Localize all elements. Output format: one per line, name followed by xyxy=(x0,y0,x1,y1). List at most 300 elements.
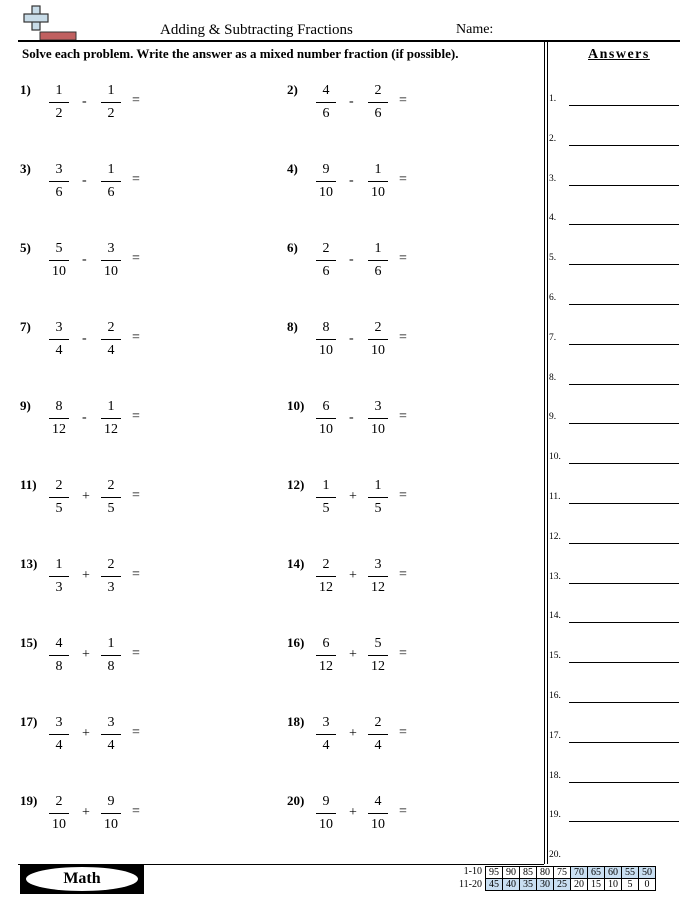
denominator: 6 xyxy=(322,106,330,121)
denominator: 10 xyxy=(319,343,333,358)
answer-blank[interactable] xyxy=(569,145,679,146)
answer-line[interactable] xyxy=(549,572,683,588)
score-cell: 55 xyxy=(622,867,639,879)
operator: - xyxy=(82,410,87,425)
denominator: 10 xyxy=(104,817,118,832)
equals-sign: = xyxy=(399,93,407,108)
numerator: 3 xyxy=(374,399,382,414)
problem-item xyxy=(287,82,517,132)
fraction-a xyxy=(46,161,72,202)
answer-blank[interactable] xyxy=(569,264,679,265)
score-row-label: 1-10 xyxy=(463,866,482,877)
numerator: 2 xyxy=(107,478,115,493)
answer-line[interactable] xyxy=(549,492,683,508)
fraction-a xyxy=(46,793,72,834)
numerator: 3 xyxy=(107,715,115,730)
fraction-bar xyxy=(368,576,388,577)
answer-number: 4. xyxy=(549,213,557,223)
numerator: 1 xyxy=(322,478,330,493)
equals-sign: = xyxy=(132,172,140,187)
fraction-bar xyxy=(101,576,121,577)
denominator: 10 xyxy=(319,185,333,200)
answer-line[interactable] xyxy=(549,412,683,428)
fraction-bar xyxy=(316,418,336,419)
numerator: 9 xyxy=(322,162,330,177)
fraction-bar xyxy=(49,734,69,735)
answer-line[interactable] xyxy=(549,771,683,787)
fraction-bar xyxy=(101,813,121,814)
answer-number: 1. xyxy=(549,94,557,104)
fraction-b xyxy=(365,635,391,676)
denominator: 10 xyxy=(319,422,333,437)
score-cell: 10 xyxy=(605,879,622,891)
problem-number: 10) xyxy=(287,398,305,413)
fraction-a xyxy=(313,556,339,597)
instructions: Solve each problem. Write the answer as a mixed number fraction (if possible). xyxy=(22,46,459,61)
numerator: 2 xyxy=(55,794,63,809)
answer-number: 17. xyxy=(549,731,561,741)
numerator: 6 xyxy=(322,636,330,651)
denominator: 12 xyxy=(371,659,385,674)
equals-sign: = xyxy=(132,567,140,582)
denominator: 10 xyxy=(371,817,385,832)
answer-blank[interactable] xyxy=(569,702,679,703)
fraction-bar xyxy=(368,181,388,182)
answer-blank[interactable] xyxy=(569,224,679,225)
fraction-b xyxy=(98,793,124,834)
header-rule xyxy=(18,40,680,42)
problem-number: 6) xyxy=(287,240,298,255)
answer-blank[interactable] xyxy=(569,423,679,424)
fraction-a xyxy=(46,635,72,676)
answer-number: 16. xyxy=(549,691,561,701)
answer-number: 14. xyxy=(549,611,561,621)
numerator: 9 xyxy=(107,794,115,809)
answer-number: 12. xyxy=(549,532,561,542)
answer-line[interactable] xyxy=(549,810,683,826)
fraction-bar xyxy=(49,339,69,340)
score-cell: 95 xyxy=(486,867,503,879)
fraction-a xyxy=(313,82,339,123)
operator: - xyxy=(349,173,354,188)
numerator: 3 xyxy=(374,557,382,572)
answer-blank[interactable] xyxy=(569,662,679,663)
denominator: 6 xyxy=(55,185,63,200)
answer-number: 15. xyxy=(549,651,561,661)
operator: - xyxy=(82,252,87,267)
problem-number: 9) xyxy=(20,398,31,413)
numerator: 2 xyxy=(55,478,63,493)
fraction-bar xyxy=(49,260,69,261)
problem-item xyxy=(20,82,250,132)
operator: - xyxy=(82,94,87,109)
fraction-bar xyxy=(101,655,121,656)
fraction-b xyxy=(365,398,391,439)
equals-sign: = xyxy=(399,409,407,424)
answer-blank[interactable] xyxy=(569,742,679,743)
answer-blank[interactable] xyxy=(569,105,679,106)
problem-item xyxy=(20,319,250,369)
fraction-bar xyxy=(49,813,69,814)
answer-number: 8. xyxy=(549,373,557,383)
fraction-bar xyxy=(49,576,69,577)
fraction-b xyxy=(98,398,124,439)
problem-item xyxy=(20,398,250,448)
equals-sign: = xyxy=(399,646,407,661)
equals-sign: = xyxy=(132,409,140,424)
numerator: 1 xyxy=(55,83,63,98)
numerator: 1 xyxy=(374,162,382,177)
numerator: 1 xyxy=(107,636,115,651)
problem-item xyxy=(287,556,517,606)
fraction-b xyxy=(365,793,391,834)
denominator: 5 xyxy=(322,501,330,516)
problem-item xyxy=(20,635,250,685)
fraction-bar xyxy=(101,102,121,103)
fraction-a xyxy=(46,714,72,755)
numerator: 3 xyxy=(322,715,330,730)
fraction-a xyxy=(46,477,72,518)
score-cell: 90 xyxy=(503,867,520,879)
denominator: 12 xyxy=(104,422,118,437)
fraction-a xyxy=(313,240,339,281)
fraction-bar xyxy=(316,576,336,577)
answer-blank[interactable] xyxy=(569,344,679,345)
fraction-b xyxy=(98,240,124,281)
answer-line[interactable] xyxy=(549,293,683,309)
fraction-b xyxy=(365,556,391,597)
numerator: 1 xyxy=(374,241,382,256)
equals-sign: = xyxy=(399,172,407,187)
answer-line[interactable] xyxy=(549,731,683,747)
fraction-bar xyxy=(49,497,69,498)
numerator: 2 xyxy=(107,320,115,335)
denominator: 12 xyxy=(371,580,385,595)
denominator: 6 xyxy=(107,185,115,200)
problem-item xyxy=(287,477,517,527)
problem-item xyxy=(20,714,250,764)
numerator: 6 xyxy=(322,399,330,414)
denominator: 10 xyxy=(371,343,385,358)
answer-number: 18. xyxy=(549,771,561,781)
fraction-b xyxy=(98,161,124,202)
answer-line[interactable] xyxy=(549,253,683,269)
problem-number: 5) xyxy=(20,240,31,255)
score-cell: 40 xyxy=(503,879,520,891)
denominator: 4 xyxy=(107,343,115,358)
fraction-bar xyxy=(368,497,388,498)
fraction-b xyxy=(98,714,124,755)
fraction-bar xyxy=(316,339,336,340)
score-cell: 0 xyxy=(639,879,656,891)
denominator: 8 xyxy=(107,659,115,674)
problem-item xyxy=(20,556,250,606)
answer-number: 5. xyxy=(549,253,557,263)
denominator: 2 xyxy=(55,106,63,121)
denominator: 3 xyxy=(55,580,63,595)
equals-sign: = xyxy=(132,488,140,503)
operator: + xyxy=(82,805,90,820)
answer-line[interactable] xyxy=(549,651,683,667)
fraction-b xyxy=(365,477,391,518)
denominator: 5 xyxy=(55,501,63,516)
answer-line[interactable] xyxy=(549,333,683,349)
fraction-bar xyxy=(368,102,388,103)
score-cell: 5 xyxy=(622,879,639,891)
operator: + xyxy=(349,647,357,662)
fraction-bar xyxy=(368,734,388,735)
numerator: 2 xyxy=(374,715,382,730)
fraction-b xyxy=(365,82,391,123)
fraction-b xyxy=(98,635,124,676)
answer-number: 11. xyxy=(549,492,561,502)
answer-number: 19. xyxy=(549,810,561,820)
fraction-bar xyxy=(101,497,121,498)
problem-number: 1) xyxy=(20,82,31,97)
score-cell: 60 xyxy=(605,867,622,879)
operator: - xyxy=(82,173,87,188)
denominator: 10 xyxy=(371,422,385,437)
denominator: 4 xyxy=(322,738,330,753)
fraction-b xyxy=(365,714,391,755)
problem-item xyxy=(20,240,250,290)
equals-sign: = xyxy=(132,646,140,661)
denominator: 6 xyxy=(374,264,382,279)
problem-number: 3) xyxy=(20,161,31,176)
answer-number: 3. xyxy=(549,174,557,184)
answer-blank[interactable] xyxy=(569,622,679,623)
answer-line[interactable] xyxy=(549,94,683,110)
answer-line[interactable] xyxy=(549,373,683,389)
problem-item xyxy=(287,161,517,211)
problem-number: 18) xyxy=(287,714,305,729)
denominator: 5 xyxy=(374,501,382,516)
problem-number: 8) xyxy=(287,319,298,334)
fraction-b xyxy=(365,240,391,281)
fraction-bar xyxy=(316,497,336,498)
fraction-bar xyxy=(49,102,69,103)
numerator: 5 xyxy=(55,241,63,256)
denominator: 8 xyxy=(55,659,63,674)
plus-minus-logo-icon xyxy=(18,4,80,42)
fraction-b xyxy=(365,319,391,360)
operator: + xyxy=(82,568,90,583)
denominator: 4 xyxy=(374,738,382,753)
fraction-bar xyxy=(49,181,69,182)
answer-blank[interactable] xyxy=(569,304,679,305)
problem-item xyxy=(20,161,250,211)
score-cell: 70 xyxy=(571,867,588,879)
denominator: 12 xyxy=(52,422,66,437)
answer-number: 9. xyxy=(549,412,557,422)
answer-blank[interactable] xyxy=(569,503,679,504)
problem-number: 11) xyxy=(20,477,37,492)
numerator: 8 xyxy=(55,399,63,414)
math-logo xyxy=(20,864,144,894)
denominator: 12 xyxy=(319,659,333,674)
fraction-a xyxy=(313,635,339,676)
score-cell: 30 xyxy=(537,879,554,891)
denominator: 10 xyxy=(319,817,333,832)
answer-blank[interactable] xyxy=(569,463,679,464)
problem-item xyxy=(287,240,517,290)
operator: + xyxy=(349,568,357,583)
score-cell: 65 xyxy=(588,867,605,879)
operator: - xyxy=(349,94,354,109)
problem-number: 16) xyxy=(287,635,305,650)
operator: - xyxy=(349,331,354,346)
answer-number: 20. xyxy=(549,850,561,860)
score-cell: 75 xyxy=(554,867,571,879)
equals-sign: = xyxy=(399,488,407,503)
numerator: 3 xyxy=(55,715,63,730)
numerator: 4 xyxy=(55,636,63,651)
denominator: 6 xyxy=(374,106,382,121)
numerator: 5 xyxy=(374,636,382,651)
fraction-bar xyxy=(101,734,121,735)
score-cell: 45 xyxy=(486,879,503,891)
fraction-bar xyxy=(368,813,388,814)
numerator: 2 xyxy=(322,241,330,256)
denominator: 10 xyxy=(52,817,66,832)
problem-number: 4) xyxy=(287,161,298,176)
operator: + xyxy=(349,805,357,820)
denominator: 12 xyxy=(319,580,333,595)
fraction-bar xyxy=(316,260,336,261)
denominator: 10 xyxy=(104,264,118,279)
operator: + xyxy=(349,726,357,741)
fraction-bar xyxy=(316,102,336,103)
fraction-a xyxy=(46,319,72,360)
fraction-bar xyxy=(101,181,121,182)
score-cell: 80 xyxy=(537,867,554,879)
fraction-bar xyxy=(368,418,388,419)
fraction-a xyxy=(313,793,339,834)
worksheet-title: Adding & Subtracting Fractions xyxy=(160,22,353,38)
fraction-bar xyxy=(316,813,336,814)
fraction-bar xyxy=(368,655,388,656)
numerator: 2 xyxy=(374,320,382,335)
fraction-bar xyxy=(49,418,69,419)
answer-line[interactable] xyxy=(549,691,683,707)
problem-item xyxy=(287,319,517,369)
denominator: 4 xyxy=(107,738,115,753)
answer-number: 2. xyxy=(549,134,557,144)
fraction-a xyxy=(313,477,339,518)
numerator: 1 xyxy=(55,557,63,572)
fraction-b xyxy=(98,477,124,518)
fraction-a xyxy=(313,398,339,439)
score-cell: 85 xyxy=(520,867,537,879)
answer-line[interactable] xyxy=(549,174,683,190)
math-label: Math xyxy=(26,867,138,891)
problem-number: 2) xyxy=(287,82,298,97)
fraction-bar xyxy=(101,418,121,419)
equals-sign: = xyxy=(132,251,140,266)
fraction-a xyxy=(46,240,72,281)
denominator: 6 xyxy=(322,264,330,279)
numerator: 2 xyxy=(107,557,115,572)
numerator: 2 xyxy=(322,557,330,572)
score-cell: 25 xyxy=(554,879,571,891)
equals-sign: = xyxy=(399,804,407,819)
denominator: 10 xyxy=(371,185,385,200)
answer-line[interactable] xyxy=(549,611,683,627)
fraction-a xyxy=(313,714,339,755)
fraction-a xyxy=(46,556,72,597)
problem-item xyxy=(287,398,517,448)
answer-blank[interactable] xyxy=(569,821,679,822)
score-cell: 20 xyxy=(571,879,588,891)
numerator: 9 xyxy=(322,794,330,809)
answer-line[interactable] xyxy=(549,213,683,229)
answer-blank[interactable] xyxy=(569,384,679,385)
numerator: 1 xyxy=(107,162,115,177)
problem-item xyxy=(287,635,517,685)
answer-line[interactable] xyxy=(549,452,683,468)
answer-blank[interactable] xyxy=(569,583,679,584)
operator: + xyxy=(82,489,90,504)
problem-item xyxy=(20,793,250,843)
answer-column-divider xyxy=(544,42,545,864)
score-cell: 50 xyxy=(639,867,656,879)
fraction-bar xyxy=(368,339,388,340)
numerator: 3 xyxy=(107,241,115,256)
equals-sign: = xyxy=(132,93,140,108)
answer-blank[interactable] xyxy=(569,782,679,783)
answers-heading: Answers xyxy=(588,47,650,62)
fraction-bar xyxy=(316,734,336,735)
fraction-b xyxy=(98,319,124,360)
answer-number: 7. xyxy=(549,333,557,343)
operator: - xyxy=(349,410,354,425)
fraction-b xyxy=(98,556,124,597)
denominator: 4 xyxy=(55,738,63,753)
answer-blank[interactable] xyxy=(569,543,679,544)
fraction-a xyxy=(46,82,72,123)
answer-blank[interactable] xyxy=(569,185,679,186)
problem-item xyxy=(287,793,517,843)
numerator: 2 xyxy=(374,83,382,98)
problem-number: 14) xyxy=(287,556,305,571)
answer-number: 6. xyxy=(549,293,557,303)
answer-line[interactable] xyxy=(549,850,683,866)
equals-sign: = xyxy=(399,725,407,740)
score-cell: 35 xyxy=(520,879,537,891)
name-label: Name: xyxy=(456,22,494,37)
equals-sign: = xyxy=(399,567,407,582)
fraction-bar xyxy=(49,655,69,656)
problem-item xyxy=(287,714,517,764)
numerator: 1 xyxy=(107,83,115,98)
denominator: 2 xyxy=(107,106,115,121)
operator: + xyxy=(82,726,90,741)
numerator: 8 xyxy=(322,320,330,335)
answer-line[interactable] xyxy=(549,134,683,150)
problem-number: 7) xyxy=(20,319,31,334)
problem-number: 13) xyxy=(20,556,38,571)
numerator: 3 xyxy=(55,162,63,177)
problem-number: 12) xyxy=(287,477,305,492)
answer-number: 10. xyxy=(549,452,561,462)
equals-sign: = xyxy=(132,330,140,345)
operator: + xyxy=(82,647,90,662)
numerator: 1 xyxy=(107,399,115,414)
problem-number: 19) xyxy=(20,793,38,808)
score-cell: 15 xyxy=(588,879,605,891)
problem-item xyxy=(20,477,250,527)
answer-line[interactable] xyxy=(549,532,683,548)
